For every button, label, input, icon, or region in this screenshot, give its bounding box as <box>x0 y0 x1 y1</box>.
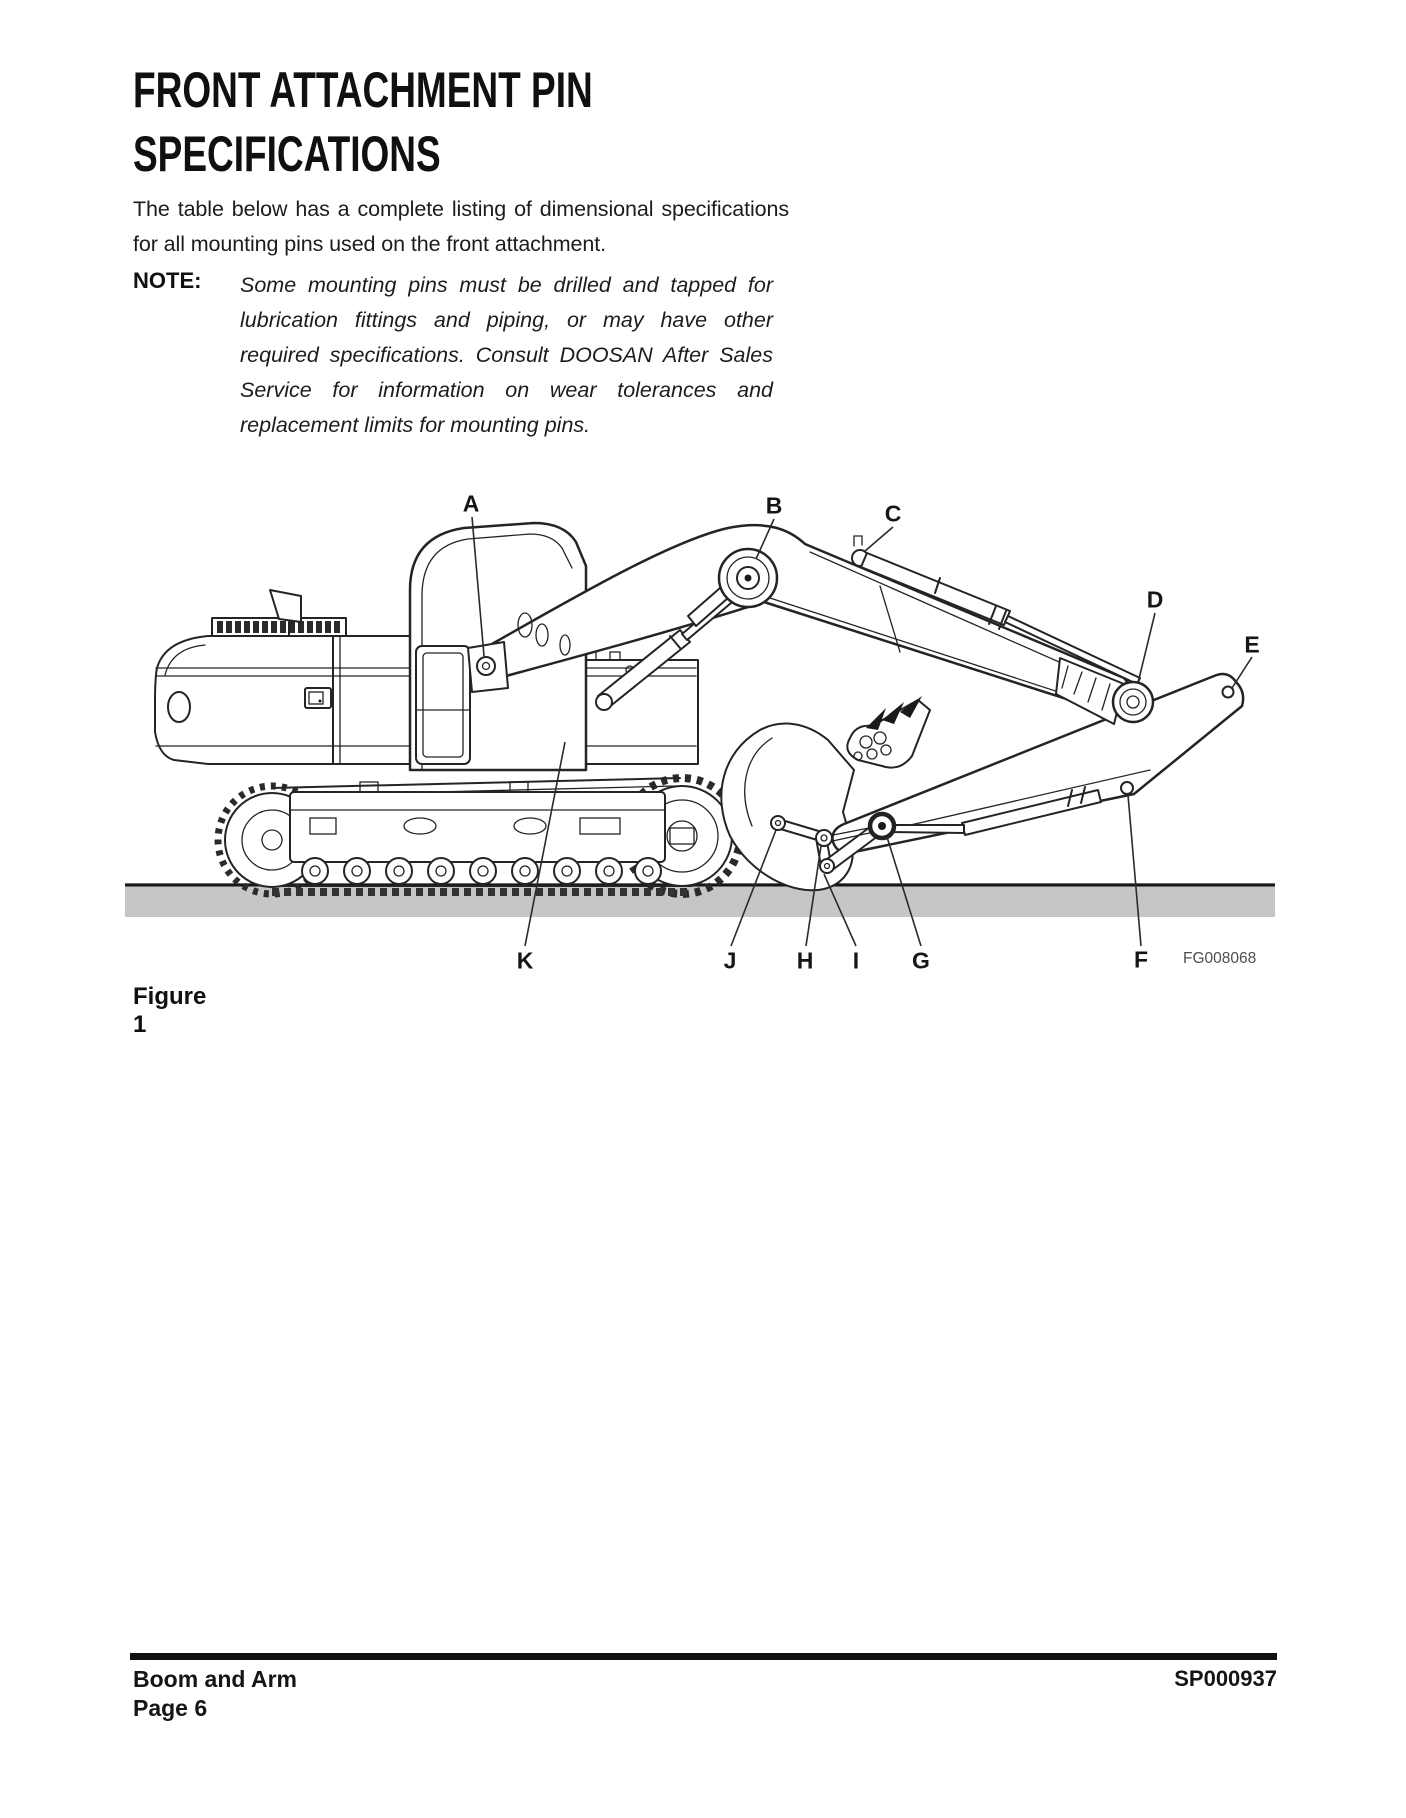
note-text: Some mounting pins must be drilled and tapped for lubrication fittings and piping, or may have other required specifications. Consult DOOSAN After Sales Service for information on wear tolerances and replacement limits for mounting pins. <box>240 273 773 437</box>
footer-page-number: Page 6 <box>133 1695 208 1721</box>
drawing-code: FG008068 <box>1183 950 1257 967</box>
callout-label-c: C <box>884 500 902 527</box>
intro-paragraph: The table below has a complete listing of dimensional specifications for all mounting pins used on the front attachment. <box>133 197 789 256</box>
callout-label-a: A <box>462 490 480 517</box>
callout-label-e: E <box>1244 631 1260 658</box>
excavator-line-drawing <box>110 440 1300 960</box>
footer-section: Boom and Arm <box>133 1666 297 1692</box>
callout-label-h: H <box>796 947 814 974</box>
callout-label-g: G <box>912 947 930 974</box>
callout-label-i: I <box>852 947 860 974</box>
callout-label-d: D <box>1146 586 1164 613</box>
callout-label-j: J <box>723 947 737 974</box>
callout-label-k: K <box>516 947 534 974</box>
figure-caption: Figure 1 <box>133 983 207 1038</box>
footer-doc-number: SP000937 <box>1174 1666 1277 1691</box>
callout-label-f: F <box>1133 946 1149 973</box>
note-label: NOTE: <box>133 268 202 293</box>
track-group <box>218 778 740 894</box>
callout-label-b: B <box>765 492 783 519</box>
footer-rule <box>130 1653 1277 1660</box>
page-title: FRONT ATTACHMENT PIN SPECIFICATIONS <box>133 62 593 182</box>
